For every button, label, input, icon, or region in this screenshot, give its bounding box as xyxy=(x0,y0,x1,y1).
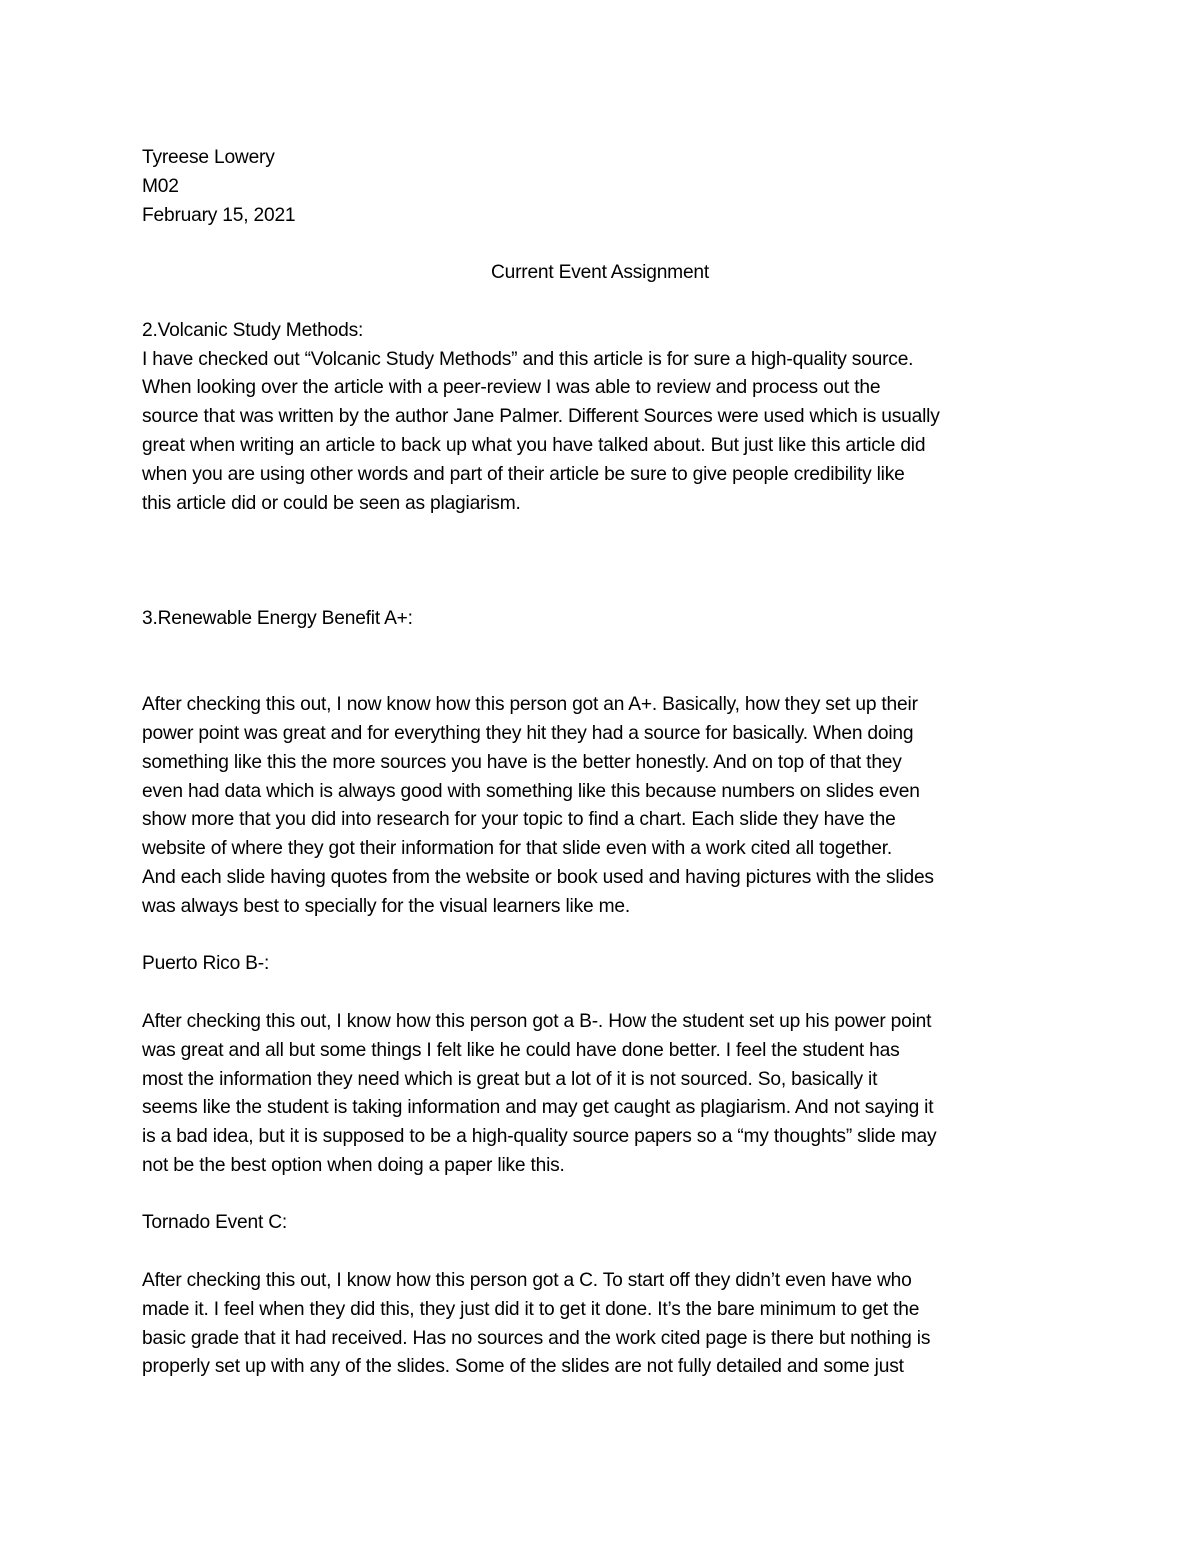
paragraph-line: When looking over the article with a peer-review I was able to review and process out the xyxy=(142,377,881,399)
paragraph-line: most the information they need which is great but a lot of it is not sourced. So, basically it xyxy=(142,1068,878,1090)
document-title: Current Event Assignment xyxy=(490,262,710,284)
paragraph-line: website of where they got their information for that slide even with a work cited all together. xyxy=(142,838,892,860)
document-date: February 15, 2021 xyxy=(142,204,296,226)
section-heading: 2.Volcanic Study Methods: xyxy=(142,319,364,341)
paragraph-line: After checking this out, I know how this person got a B-. How the student set up his power point xyxy=(142,1010,932,1032)
section-heading: Puerto Rico B-: xyxy=(142,953,270,975)
paragraph-line: when you are using other words and part of their article be sure to give people credibility like xyxy=(142,463,905,485)
document-body xyxy=(142,144,1062,1382)
paragraph-line: basic grade that it had received. Has no sources and the work cited page is there but nothing is xyxy=(142,1327,931,1349)
paragraph-line: source that was written by the author Jane Palmer. Different Sources were used which is usually xyxy=(142,406,940,428)
paragraph-line: I have checked out “Volcanic Study Methods” and this article is for sure a high-quality source. xyxy=(142,348,914,370)
paragraph-line: is a bad idea, but it is supposed to be a high-quality source papers so a “my thoughts” slide may xyxy=(142,1126,937,1148)
paragraph-line: was great and all but some things I felt like he could have done better. I feel the student has xyxy=(142,1039,900,1061)
section-paragraph xyxy=(142,1267,1062,1382)
section-paragraph xyxy=(142,1008,1062,1181)
section-paragraph xyxy=(142,346,1062,519)
paragraph-line: show more that you did into research for your topic to find a chart. Each slide they have the xyxy=(142,809,896,831)
section-heading: Tornado Event C: xyxy=(142,1212,288,1234)
paragraph-line: After checking this out, I now know how this person got an A+. Basically, how they set up their xyxy=(142,694,918,716)
paragraph-line: even had data which is always good with something like this because numbers on slides even xyxy=(142,780,920,802)
paragraph-line: made it. I feel when they did this, they just did it to get it done. It’s the bare minimum to get the xyxy=(142,1298,920,1320)
paragraph-line: And each slide having quotes from the website or book used and having pictures with the slides xyxy=(142,866,934,888)
paragraph-line: not be the best option when doing a paper like this. xyxy=(142,1154,565,1176)
author-name: Tyreese Lowery xyxy=(142,147,275,168)
section-heading: 3.Renewable Energy Benefit A+: xyxy=(142,607,413,629)
class-section: M02 xyxy=(142,175,179,197)
paragraph-line: seems like the student is taking information and may get caught as plagiarism. And not saying it xyxy=(142,1097,934,1119)
paragraph-line: something like this the more sources you have is the better honestly. And on top of that they xyxy=(142,751,902,773)
paragraph-line: After checking this out, I know how this person got a C. To start off they didn’t even have who xyxy=(142,1270,912,1292)
paragraph-line: power point was great and for everything they hit they had a source for basically. When doing xyxy=(142,722,914,744)
paragraph-line: properly set up with any of the slides. Some of the slides are not fully detailed and some just xyxy=(142,1356,904,1378)
paragraph-line: this article did or could be seen as plagiarism. xyxy=(142,492,521,514)
paragraph-line: great when writing an article to back up what you have talked about. But just like this article did xyxy=(142,434,926,456)
section-paragraph xyxy=(142,691,1062,921)
paragraph-line: was always best to specially for the visual learners like me. xyxy=(142,895,630,917)
